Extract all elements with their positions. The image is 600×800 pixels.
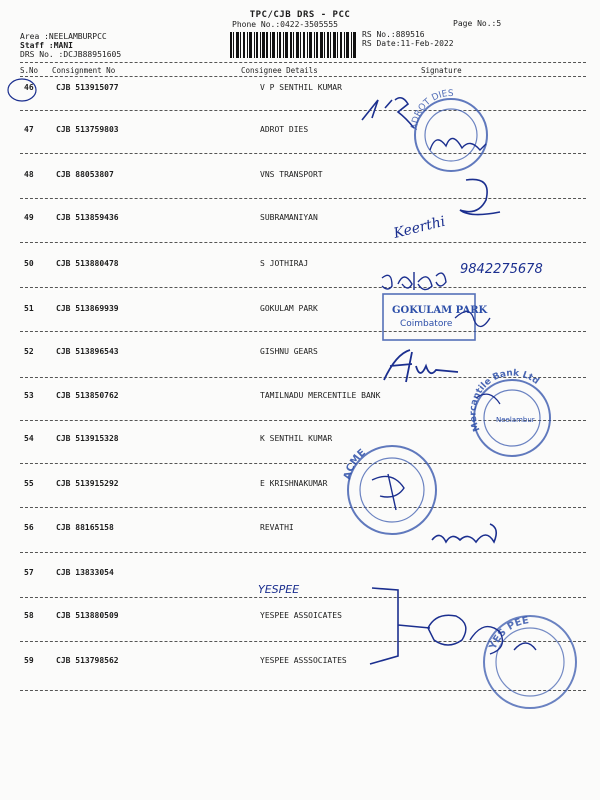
row-consignee: E KRISHNAKUMAR [260, 479, 328, 488]
signature-adrot [430, 138, 486, 150]
row-consignment: CJB 513869939 [56, 304, 119, 313]
row-consignment: CJB 13833054 [56, 568, 114, 577]
stamp-acme-text: ACME [342, 447, 368, 481]
row-sno: 51 [24, 304, 34, 313]
row-consignment: CJB 513798562 [56, 656, 119, 665]
row-sno: 48 [24, 170, 34, 179]
row-consignee: VNS TRANSPORT [260, 170, 323, 179]
col-consignee: Consignee Details [241, 66, 318, 75]
row-sno: 59 [24, 656, 34, 665]
row-sno: 55 [24, 479, 34, 488]
row-consignee: YESPEE ASSOICATES [260, 611, 342, 620]
stamp-yespee [484, 615, 576, 708]
handwritten-phone: 9842275678 [460, 262, 543, 277]
rs-number: RS No.:889516 [362, 30, 425, 39]
row-consignee: REVATHI [260, 523, 294, 532]
stamp-yespee-text: YES PEE [487, 615, 530, 652]
phone-number: Phone No.:0422-3505555 [232, 20, 338, 29]
stamp-adrot-text: ADROT DIES [409, 88, 454, 131]
area-label: Area :NEELAMBURPCC [20, 32, 107, 41]
row-sno: 54 [24, 434, 34, 443]
row-consignment: CJB 513759803 [56, 125, 119, 134]
page-number: Page No.:5 [453, 19, 502, 28]
row-consignee: V P SENTHIL KUMAR [260, 83, 342, 92]
col-signature: Signature [421, 66, 462, 75]
row-consignment: CJB 513880478 [56, 259, 119, 268]
row-sno: 50 [24, 259, 34, 268]
col-consignment: Consignment No [52, 66, 116, 75]
stamp-adrot-dies [410, 89, 487, 171]
signature-jothiraj [382, 272, 446, 290]
stamp-gokulam-city: Coimbatore [400, 319, 453, 329]
row-sno: 46 [24, 83, 34, 92]
drs-number: DRS No. :DCJB88951605 [20, 50, 122, 59]
row-consignment: CJB 513915077 [56, 83, 119, 92]
signature-krishnakumar [372, 474, 404, 510]
circle-mark [8, 79, 36, 101]
stamp-gokulam-park [383, 294, 488, 340]
sheet-title: TPC/CJB DRS - PCC [249, 10, 351, 20]
signature-keerthi: Keerthi [392, 213, 447, 242]
row-consignee: ADROT DIES [260, 125, 309, 134]
row-consignee: GISHNU GEARS [260, 347, 318, 356]
col-sno: S.No [20, 66, 39, 75]
row-consignment: CJB 513915292 [56, 479, 119, 488]
row-sno: 56 [24, 523, 34, 532]
row-sno: 47 [24, 125, 34, 134]
rs-date: RS Date:11-Feb-2022 [362, 39, 454, 48]
row-consignment: CJB 513850762 [56, 391, 119, 400]
row-sno: 52 [24, 347, 34, 356]
stamp-bank-sub: Neelambur [496, 416, 535, 424]
staff-label: Staff :MANI [20, 41, 73, 50]
row-consignment: CJB 88165158 [56, 523, 114, 532]
row-consignee: S JOTHIRAJ [260, 259, 309, 268]
row-consignment: CJB 88053807 [56, 170, 114, 179]
stamp-bank-text: Mercantile Bank Ltd [468, 368, 541, 433]
row-sno: 57 [24, 568, 34, 577]
row-consignee: GOKULAM PARK [260, 304, 318, 313]
row-consignee: SUBRAMANIYAN [260, 213, 318, 222]
row-consignment: CJB 513896543 [56, 347, 119, 356]
bracket-mark [370, 588, 430, 664]
row-consignment: CJB 513880509 [56, 611, 119, 620]
row-sno: 49 [24, 213, 34, 222]
signature-vns [460, 179, 500, 214]
row-consignment: CJB 513915328 [56, 434, 119, 443]
row-consignee: K SENTHIL KUMAR [260, 434, 333, 443]
signature-gishnu [384, 350, 458, 382]
handwritten-yespee: YESPEE [258, 583, 300, 596]
signature-yespee [428, 615, 466, 645]
signature-revathi [432, 524, 496, 542]
row-consignee: YESPEE ASSSOCIATES [260, 656, 347, 665]
stamp-gokulam-name: GOKULAM PARK [392, 305, 488, 316]
stamp-mercantile-bank [469, 368, 550, 456]
row-consignee: TAMILNADU MERCENTILE BANK [260, 391, 381, 400]
row-sno: 53 [24, 391, 34, 400]
signature-hir [362, 98, 414, 128]
row-consignment: CJB 513859436 [56, 213, 119, 222]
stamp-acme [342, 446, 436, 534]
row-sno: 58 [24, 611, 34, 620]
